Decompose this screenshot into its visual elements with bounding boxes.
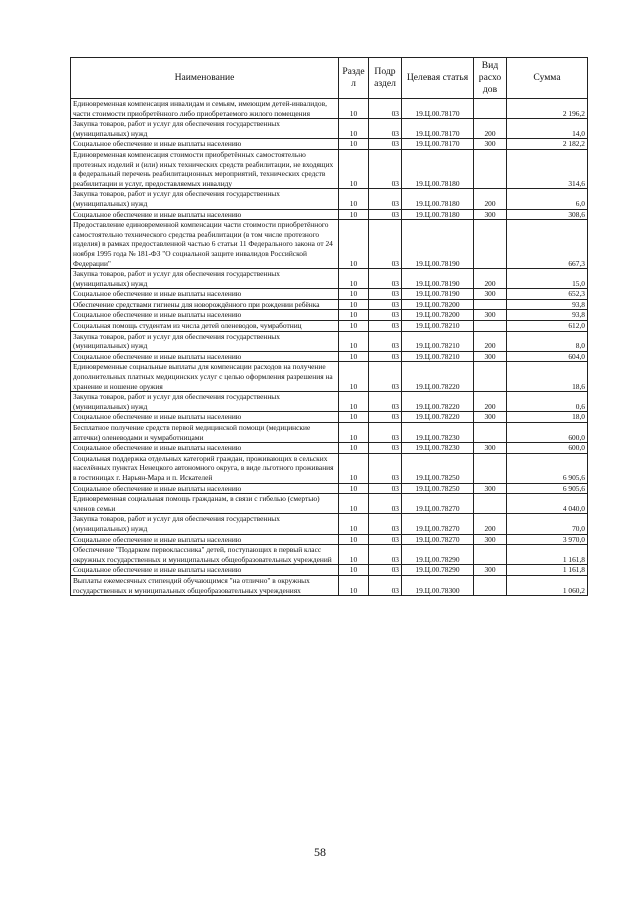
table-row <box>71 331 588 351</box>
cell-subsection: 03 <box>369 139 402 150</box>
cell-sum: 4 040,0 <box>507 494 588 514</box>
cell-name: Закупка товаров, работ и услуг для обеспечения государственных (муниципальных) нужд <box>71 514 339 534</box>
cell-subsection: 03 <box>369 149 402 188</box>
table-row <box>71 351 588 362</box>
cell-target: 19.Ц.00.78210 <box>402 331 474 351</box>
table-row <box>71 269 588 289</box>
cell-type <box>474 220 507 269</box>
page-number: 58 <box>314 845 326 859</box>
cell-type: 300 <box>474 412 507 423</box>
cell-subsection: 03 <box>369 99 402 119</box>
cell-section: 10 <box>339 139 369 150</box>
cell-section: 10 <box>339 453 369 483</box>
cell-section: 10 <box>339 575 369 595</box>
cell-sum: 667,3 <box>507 220 588 269</box>
header-type: Вид расхо дов <box>474 58 507 99</box>
cell-section: 10 <box>339 483 369 494</box>
cell-sum: 18,0 <box>507 412 588 423</box>
cell-type: 200 <box>474 119 507 139</box>
cell-section: 10 <box>339 209 369 220</box>
cell-target: 19.Ц.00.78210 <box>402 321 474 332</box>
table-row <box>71 99 588 119</box>
cell-name: Социальная помощь студентам из числа детей оленеводов, чумработниц <box>71 321 339 332</box>
cell-sum: 3 970,0 <box>507 534 588 545</box>
cell-section: 10 <box>339 149 369 188</box>
cell-section: 10 <box>339 119 369 139</box>
table-row <box>71 534 588 545</box>
table-row <box>71 423 588 443</box>
cell-name: Социальное обеспечение и иные выплаты населению <box>71 310 339 321</box>
cell-type <box>474 423 507 443</box>
cell-sum: 6 905,6 <box>507 483 588 494</box>
cell-type <box>474 299 507 310</box>
cell-sum: 6,0 <box>507 189 588 209</box>
cell-target: 19.Ц.00.78190 <box>402 220 474 269</box>
cell-target: 19.Ц.00.78180 <box>402 209 474 220</box>
cell-name: Предоставление единовременной компенсации части стоимости приобретённого самостоятельно технического средства реабилитации (в том числе протезного изделия) в рамках предоставленной частью 6 статьи 11 Федерального закона от 24 ноября 1995 года № 181-ФЗ "О социальной защите инвалидов Российской Федерации" <box>71 220 339 269</box>
cell-sum: 2 182,2 <box>507 139 588 150</box>
cell-sum: 652,3 <box>507 289 588 300</box>
cell-sum: 2 196,2 <box>507 99 588 119</box>
cell-subsection: 03 <box>369 310 402 321</box>
cell-type <box>474 575 507 595</box>
cell-subsection: 03 <box>369 362 402 392</box>
cell-target: 19.Ц.00.78200 <box>402 299 474 310</box>
cell-subsection: 03 <box>369 514 402 534</box>
cell-target: 19.Ц.00.78180 <box>402 149 474 188</box>
cell-section: 10 <box>339 331 369 351</box>
cell-target: 19.Ц.00.78170 <box>402 139 474 150</box>
cell-type <box>474 494 507 514</box>
cell-type: 200 <box>474 331 507 351</box>
cell-subsection: 03 <box>369 494 402 514</box>
cell-name: Единовременные социальные выплаты для компенсации расходов на получение дополнительных платных медицинских услуг с целью оформления разрешения на хранение и ношение оружия <box>71 362 339 392</box>
cell-sum: 93,8 <box>507 310 588 321</box>
cell-target: 19.Ц.00.78190 <box>402 289 474 300</box>
cell-subsection: 03 <box>369 443 402 454</box>
cell-section: 10 <box>339 299 369 310</box>
cell-type: 300 <box>474 289 507 300</box>
table-row <box>71 209 588 220</box>
header-section: Разде л <box>339 58 369 99</box>
table-header-row <box>71 58 588 99</box>
cell-sum: 0,6 <box>507 392 588 412</box>
cell-name: Социальное обеспечение и иные выплаты населению <box>71 534 339 545</box>
cell-sum: 8,0 <box>507 331 588 351</box>
cell-sum: 1 161,8 <box>507 545 588 565</box>
cell-type <box>474 545 507 565</box>
cell-subsection: 03 <box>369 392 402 412</box>
table-row <box>71 565 588 576</box>
cell-sum: 6 905,6 <box>507 453 588 483</box>
table-row <box>71 289 588 300</box>
cell-section: 10 <box>339 494 369 514</box>
cell-sum: 612,0 <box>507 321 588 332</box>
cell-section: 10 <box>339 392 369 412</box>
cell-name: Выплаты ежемесячных стипендий обучающимся "на отлично" в окружных государственных и муниципальных общеобразовательных учреждениях <box>71 575 339 595</box>
cell-target: 19.Ц.00.78230 <box>402 423 474 443</box>
cell-type: 200 <box>474 269 507 289</box>
cell-sum: 600,0 <box>507 423 588 443</box>
cell-name: Закупка товаров, работ и услуг для обеспечения государственных (муниципальных) нужд <box>71 331 339 351</box>
table-row <box>71 412 588 423</box>
cell-type: 300 <box>474 565 507 576</box>
table-row <box>71 453 588 483</box>
cell-subsection: 03 <box>369 119 402 139</box>
cell-subsection: 03 <box>369 289 402 300</box>
header-target: Целевая статья <box>402 58 474 99</box>
cell-subsection: 03 <box>369 545 402 565</box>
cell-name: Единовременная компенсация стоимости приобретённых самостоятельно протезных изделий и (или) иных технических средств реабилитации, не входящих в федеральный перечень реабилитационных мероприятий, технических средств реабилитации и услуг, предоставляемых инвалиду <box>71 149 339 188</box>
table-row <box>71 310 588 321</box>
cell-section: 10 <box>339 514 369 534</box>
cell-name: Социальное обеспечение и иные выплаты населению <box>71 289 339 300</box>
cell-target: 19.Ц.00.78230 <box>402 443 474 454</box>
cell-type <box>474 99 507 119</box>
cell-subsection: 03 <box>369 321 402 332</box>
cell-subsection: 03 <box>369 453 402 483</box>
header-subsection: Подр аздел <box>369 58 402 99</box>
cell-section: 10 <box>339 412 369 423</box>
cell-section: 10 <box>339 99 369 119</box>
cell-sum: 14,0 <box>507 119 588 139</box>
cell-target: 19.Ц.00.78190 <box>402 269 474 289</box>
cell-section: 10 <box>339 362 369 392</box>
cell-subsection: 03 <box>369 331 402 351</box>
cell-name: Обеспечение "Подарком первоклассника" детей, поступающих в первый класс окружных государственных и муниципальных общеобразовательных учреждений <box>71 545 339 565</box>
table-row <box>71 362 588 392</box>
cell-section: 10 <box>339 220 369 269</box>
cell-name: Закупка товаров, работ и услуг для обеспечения государственных (муниципальных) нужд <box>71 392 339 412</box>
cell-target: 19.Ц.00.78250 <box>402 483 474 494</box>
header-sum: Сумма <box>507 58 588 99</box>
cell-type: 300 <box>474 443 507 454</box>
cell-target: 19.Ц.00.78250 <box>402 453 474 483</box>
cell-subsection: 03 <box>369 483 402 494</box>
cell-section: 10 <box>339 545 369 565</box>
cell-subsection: 03 <box>369 351 402 362</box>
cell-name: Социальное обеспечение и иные выплаты населению <box>71 483 339 494</box>
cell-target: 19.Ц.00.78270 <box>402 514 474 534</box>
cell-target: 19.Ц.00.78220 <box>402 392 474 412</box>
cell-name: Социальная поддержка отдельных категорий граждан, проживающих в сельских населённых пунктах Ненецкого автономного округа, в виде льготного проживания в гостиницах г. Нарьян-Мара и п. Искателей <box>71 453 339 483</box>
table-row <box>71 514 588 534</box>
budget-table <box>70 57 588 596</box>
cell-target: 19.Ц.00.78200 <box>402 310 474 321</box>
cell-section: 10 <box>339 310 369 321</box>
table-row <box>71 220 588 269</box>
cell-section: 10 <box>339 321 369 332</box>
cell-target: 19.Ц.00.78270 <box>402 494 474 514</box>
cell-section: 10 <box>339 443 369 454</box>
cell-section: 10 <box>339 269 369 289</box>
cell-subsection: 03 <box>369 220 402 269</box>
cell-name: Закупка товаров, работ и услуг для обеспечения государственных (муниципальных) нужд <box>71 269 339 289</box>
cell-name: Закупка товаров, работ и услуг для обеспечения государственных (муниципальных) нужд <box>71 189 339 209</box>
table-row <box>71 139 588 150</box>
cell-sum: 314,6 <box>507 149 588 188</box>
cell-section: 10 <box>339 423 369 443</box>
cell-sum: 93,8 <box>507 299 588 310</box>
table-row <box>71 494 588 514</box>
table-row <box>71 443 588 454</box>
cell-type: 300 <box>474 310 507 321</box>
cell-subsection: 03 <box>369 189 402 209</box>
cell-type: 300 <box>474 351 507 362</box>
cell-target: 19.Ц.00.78170 <box>402 119 474 139</box>
cell-subsection: 03 <box>369 575 402 595</box>
cell-type: 300 <box>474 483 507 494</box>
cell-type <box>474 362 507 392</box>
cell-name: Социальное обеспечение и иные выплаты населению <box>71 351 339 362</box>
table-row <box>71 575 588 595</box>
cell-type: 300 <box>474 534 507 545</box>
cell-type: 300 <box>474 139 507 150</box>
cell-subsection: 03 <box>369 299 402 310</box>
cell-type: 200 <box>474 392 507 412</box>
cell-name: Социальное обеспечение и иные выплаты населению <box>71 443 339 454</box>
cell-target: 19.Ц.00.78210 <box>402 351 474 362</box>
cell-sum: 18,6 <box>507 362 588 392</box>
cell-section: 10 <box>339 289 369 300</box>
cell-sum: 604,0 <box>507 351 588 362</box>
cell-name: Закупка товаров, работ и услуг для обеспечения государственных (муниципальных) нужд <box>71 119 339 139</box>
cell-section: 10 <box>339 351 369 362</box>
cell-target: 19.Ц.00.78290 <box>402 545 474 565</box>
cell-target: 19.Ц.00.78300 <box>402 575 474 595</box>
table-row <box>71 483 588 494</box>
table-body <box>71 99 588 596</box>
cell-subsection: 03 <box>369 565 402 576</box>
cell-type <box>474 453 507 483</box>
table-row <box>71 189 588 209</box>
cell-target: 19.Ц.00.78220 <box>402 412 474 423</box>
cell-name: Бесплатное получение средств первой медицинской помощи (медицинские аптечки) оленеводами и чумработницами <box>71 423 339 443</box>
cell-name: Социальное обеспечение и иные выплаты населению <box>71 209 339 220</box>
cell-subsection: 03 <box>369 423 402 443</box>
cell-section: 10 <box>339 189 369 209</box>
cell-name: Социальное обеспечение и иные выплаты населению <box>71 412 339 423</box>
cell-type: 200 <box>474 514 507 534</box>
cell-sum: 308,6 <box>507 209 588 220</box>
cell-name: Социальное обеспечение и иные выплаты населению <box>71 139 339 150</box>
cell-target: 19.Ц.00.78270 <box>402 534 474 545</box>
cell-subsection: 03 <box>369 209 402 220</box>
cell-type: 200 <box>474 189 507 209</box>
table-row <box>71 149 588 188</box>
table-row <box>71 392 588 412</box>
table-row <box>71 299 588 310</box>
cell-sum: 15,0 <box>507 269 588 289</box>
table-row <box>71 119 588 139</box>
cell-target: 19.Ц.00.78180 <box>402 189 474 209</box>
cell-type <box>474 321 507 332</box>
cell-name: Обеспечение средствами гигиены для новорождённого при рождении ребёнка <box>71 299 339 310</box>
cell-subsection: 03 <box>369 269 402 289</box>
cell-sum: 1 060,2 <box>507 575 588 595</box>
cell-target: 19.Ц.00.78290 <box>402 565 474 576</box>
cell-sum: 600,0 <box>507 443 588 454</box>
table-row <box>71 321 588 332</box>
cell-sum: 70,0 <box>507 514 588 534</box>
table-row <box>71 545 588 565</box>
cell-type: 300 <box>474 209 507 220</box>
cell-name: Социальное обеспечение и иные выплаты населению <box>71 565 339 576</box>
cell-section: 10 <box>339 565 369 576</box>
cell-target: 19.Ц.00.78220 <box>402 362 474 392</box>
cell-sum: 1 161,8 <box>507 565 588 576</box>
cell-subsection: 03 <box>369 412 402 423</box>
cell-target: 19.Ц.00.78170 <box>402 99 474 119</box>
cell-name: Единовременная компенсация инвалидам и семьям, имеющим детей-инвалидов, части стоимости приобретённого либо приобретаемого жилого помещения <box>71 99 339 119</box>
cell-section: 10 <box>339 534 369 545</box>
cell-type <box>474 149 507 188</box>
header-name: Наименование <box>71 58 339 99</box>
cell-subsection: 03 <box>369 534 402 545</box>
cell-name: Единовременная социальная помощь гражданам, в связи с гибелью (смертью) членов семьи <box>71 494 339 514</box>
